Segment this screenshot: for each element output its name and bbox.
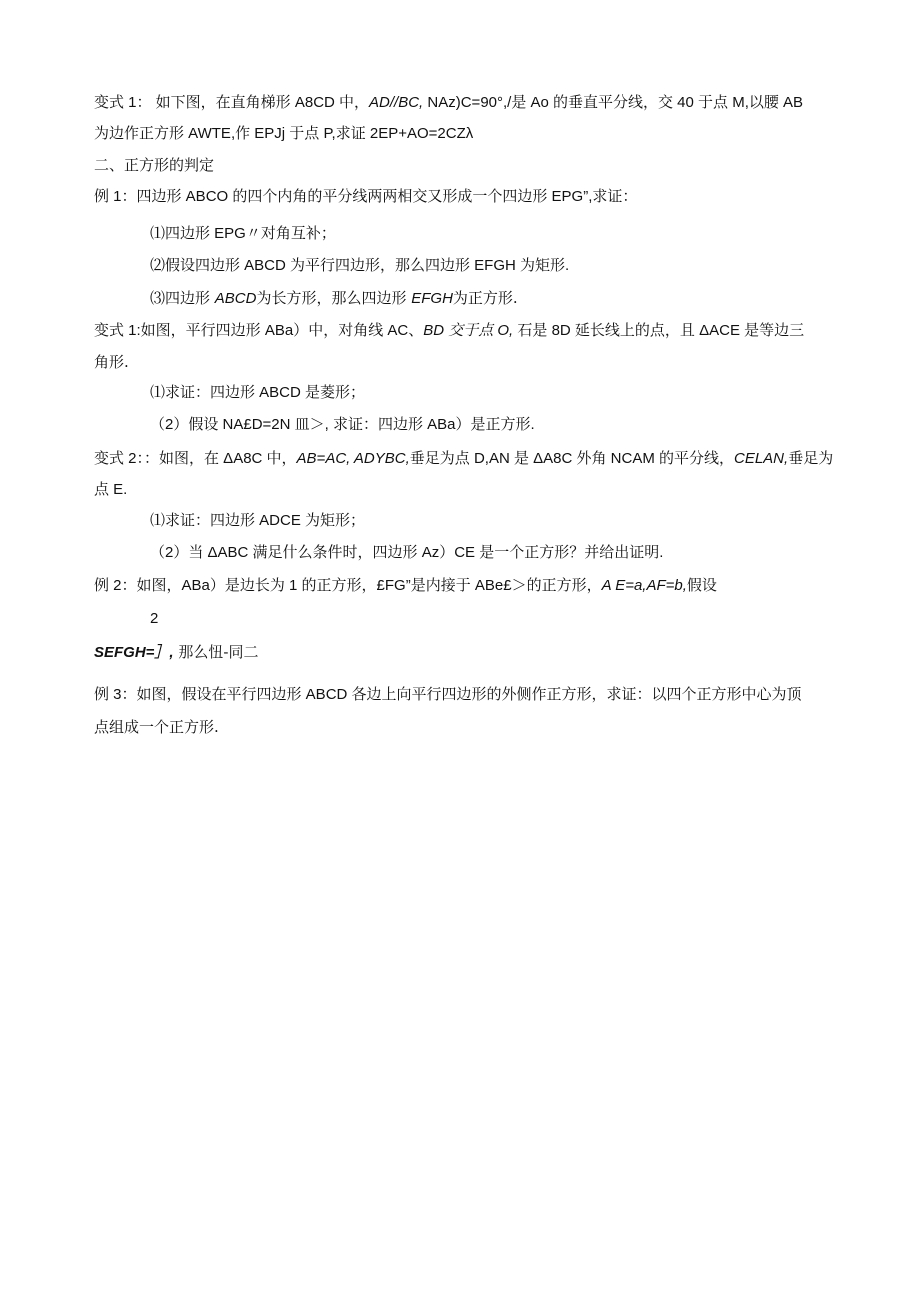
example2-line1-c: 假设 xyxy=(686,576,717,594)
example1-item3-a: ⑶四边形 xyxy=(150,289,215,307)
variant2-line1-d: CELAN, xyxy=(734,450,789,467)
variant1b-line1-a: 变式 1:如图，平行四边形 ABa）中，对角线 AC、 xyxy=(94,322,424,339)
variant1b-line1-c: 石是 8D 延长线上的点，且 ΔACE 是等边三 xyxy=(517,322,805,339)
example2-number: 2 xyxy=(150,610,159,627)
variant1b-line1 xyxy=(94,320,804,341)
variant1b-line2: 角形. xyxy=(94,353,129,371)
example1-item3-c: 为长方形，那么四边形 xyxy=(256,289,412,307)
variant2-item2: （2）当 ΔABC 满足什么条件时，四边形 Az）CE 是一个正方形？并给出证明. xyxy=(150,544,664,561)
example3-line2: 点组成一个正方形. xyxy=(94,718,219,736)
section2-heading: 二、正方形的判定 xyxy=(94,156,215,174)
example2-line1-b: A E=a,AF=b, xyxy=(601,577,687,594)
variant1b-item2: （2）假设 NA£D=2N 皿＞, 求证：四边形 ABa）是正方形. xyxy=(150,416,535,433)
variant2-item1: ⑴求证：四边形 ADCE 为矩形； xyxy=(150,512,366,529)
variant2-line1-b: AB=AC, ADYBC, xyxy=(296,450,410,467)
example2-line3-b: 那么忸-同二 xyxy=(173,643,259,661)
variant1-line1 xyxy=(94,92,803,113)
example1-line: 例 1：四边形 ABCO 的四个内角的平分线两两相交又形成一个四边形 EPG”,求证： xyxy=(94,188,638,205)
example1-item3-b: ABCD xyxy=(214,290,257,307)
variant2-line1-e: 垂足为 xyxy=(788,449,834,467)
example1-item3-d: EFGH xyxy=(411,290,453,307)
example2-line1-a: 例 2：如图，ABa）是边长为 1 的正方形，£FG”是内接于 ABe£＞的正方形， xyxy=(94,577,602,594)
example3-line1: 例 3：如图，假设在平行四边形 ABCD 各边上向平行四边形的外侧作正方形，求证：以四个正方形中心为顶 xyxy=(94,686,802,703)
variant2-line1-c: 垂足为点 D,AN 是 ΔA8C 外角 NCAM 的平分线， xyxy=(409,450,734,467)
example2-line3 xyxy=(94,642,258,663)
variant1b-item1: ⑴求证：四边形 ABCD 是菱形； xyxy=(150,384,366,401)
example2-line1 xyxy=(94,575,717,596)
example1-item3-e: 为正方形. xyxy=(452,289,518,307)
variant1-line1-text: 变式 1： 如下图，在直角梯形 A8CD 中， xyxy=(94,94,370,111)
variant2-line1-a: 变式 2：：如图，在 ΔA8C 中， xyxy=(94,450,297,467)
example1-item1: ⑴四边形 EPG〃对角互补； xyxy=(150,225,336,242)
variant1-line1-rest: NAz)C=90°,/是 Ao 的垂直平分线，交 40 于点 M,以腰 AB xyxy=(427,94,804,111)
example1-item2: ⑵假设四边形 ABCD 为平行四边形，那么四边形 EFGH 为矩形. xyxy=(150,257,570,274)
variant2-line2: 点 E. xyxy=(94,481,128,498)
example2-line3-a: SEFGH=］, xyxy=(94,644,174,661)
variant1-line2: 为边作正方形 AWTE,作 EPJj 于点 P,求证 2EP+AO=2CZλ xyxy=(94,125,474,142)
example1-item3 xyxy=(150,288,518,309)
variant1-line1-italic: AD//BC, xyxy=(369,94,428,111)
variant1b-line1-b: BD 交于点 O, xyxy=(423,322,518,339)
variant2-line1 xyxy=(94,448,833,469)
